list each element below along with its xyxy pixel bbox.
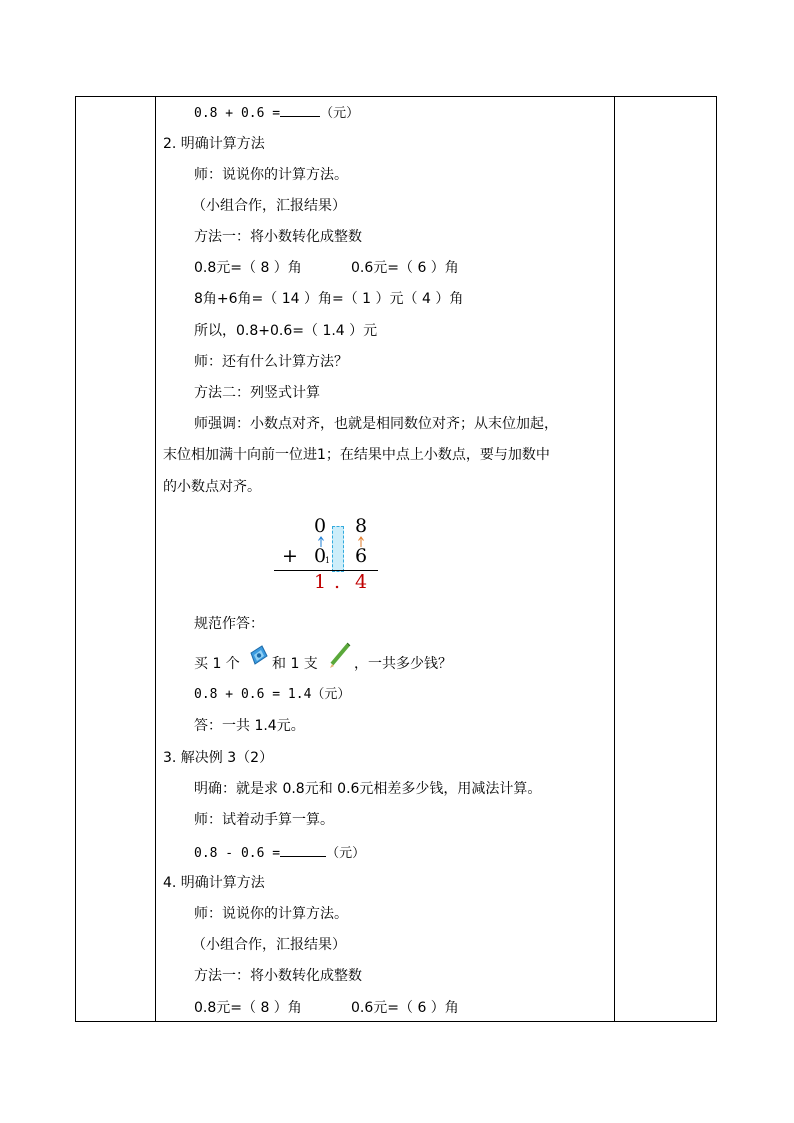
buy-question-b: 和 1 支 <box>272 656 318 672</box>
vertical-addition <box>270 512 382 596</box>
addend2-int: 0 <box>314 545 327 567</box>
conversion-b-2: 0.6元=（ 6 ）角 <box>351 1000 459 1016</box>
group-work-note: （小组合作，汇报结果） <box>192 198 346 214</box>
conversion-sum: 8角+6角=（ 14 ）角=（ 1 ）元（ 4 ）角 <box>194 291 464 307</box>
buy-question-c: ，一共多少钱？ <box>354 656 452 672</box>
section-heading-2: 2. 明确计算方法 <box>163 136 265 152</box>
decimal-column-highlight <box>332 526 344 572</box>
sum-question-line <box>194 103 359 123</box>
addend2-dec: 6 <box>355 545 368 567</box>
teacher-emphasis-2: 末位相加满十向前一位进1；在结果中点上小数点，要与加数中 <box>163 447 550 463</box>
section-heading-4: 4. 明确计算方法 <box>163 875 265 891</box>
answer-blank <box>280 843 326 857</box>
sharpener-icon <box>246 644 270 668</box>
teacher-line-2: 师：说说你的计算方法。 <box>194 906 348 922</box>
buy-question-a: 买 1 个 <box>194 656 240 672</box>
clarify-line: 明确：就是求 0.8元和 0.6元相差多少钱，用减法计算。 <box>194 781 542 797</box>
result-dec: 4 <box>355 571 368 593</box>
conversion-b: 0.6元=（ 6 ）角 <box>351 260 459 276</box>
standard-answer-heading: 规范作答： <box>194 616 264 632</box>
method-one-heading-2: 方法一：将小数转化成整数 <box>194 968 362 984</box>
conversion-result: 所以，0.8+0.6=（ 1.4 ）元 <box>194 323 378 339</box>
result-int: 1 <box>314 571 327 593</box>
addend1-int: 0 <box>314 515 327 537</box>
plus-sign: + <box>282 545 298 567</box>
conversion-a-2: 0.8元=（ 8 ）角 <box>194 1000 302 1016</box>
carry-digit: 1 <box>325 556 331 565</box>
teacher-try: 师：试着动手算一算。 <box>194 812 334 828</box>
section-heading-3: 3. 解决例 3（2） <box>163 750 274 766</box>
method-one-heading: 方法一：将小数转化成整数 <box>194 229 362 245</box>
answer-equation: 0.8 + 0.6 = 1.4（元） <box>194 687 351 702</box>
diff-question-line <box>194 843 365 863</box>
pencil-icon <box>326 642 352 670</box>
sum-question-expr: 0.8 + 0.6 = <box>194 106 281 121</box>
answer-sentence: 答：一共 1.4元。 <box>194 718 305 734</box>
teacher-emphasis-1: 师强调：小数点对齐，也就是相同数位对齐；从末位加起， <box>194 416 558 432</box>
group-work-note-2: （小组合作，汇报结果） <box>192 937 346 953</box>
table-column-divider-right <box>614 96 615 1022</box>
unit-yuan: （元） <box>320 106 360 121</box>
answer-blank <box>280 103 320 117</box>
conversion-a: 0.8元=（ 8 ）角 <box>194 260 302 276</box>
table-column-divider-left <box>155 96 156 1022</box>
teacher-question: 师：还有什么计算方法？ <box>194 354 348 370</box>
unit-yuan: （元） <box>326 846 366 861</box>
addend1-dec: 8 <box>355 515 368 537</box>
teacher-emphasis-3: 的小数点对齐。 <box>163 479 261 495</box>
result-point: . <box>334 571 341 593</box>
teacher-line: 师：说说你的计算方法。 <box>194 167 348 183</box>
diff-question-expr: 0.8 - 0.6 = <box>194 846 281 861</box>
method-two-heading: 方法二：列竖式计算 <box>194 385 320 401</box>
